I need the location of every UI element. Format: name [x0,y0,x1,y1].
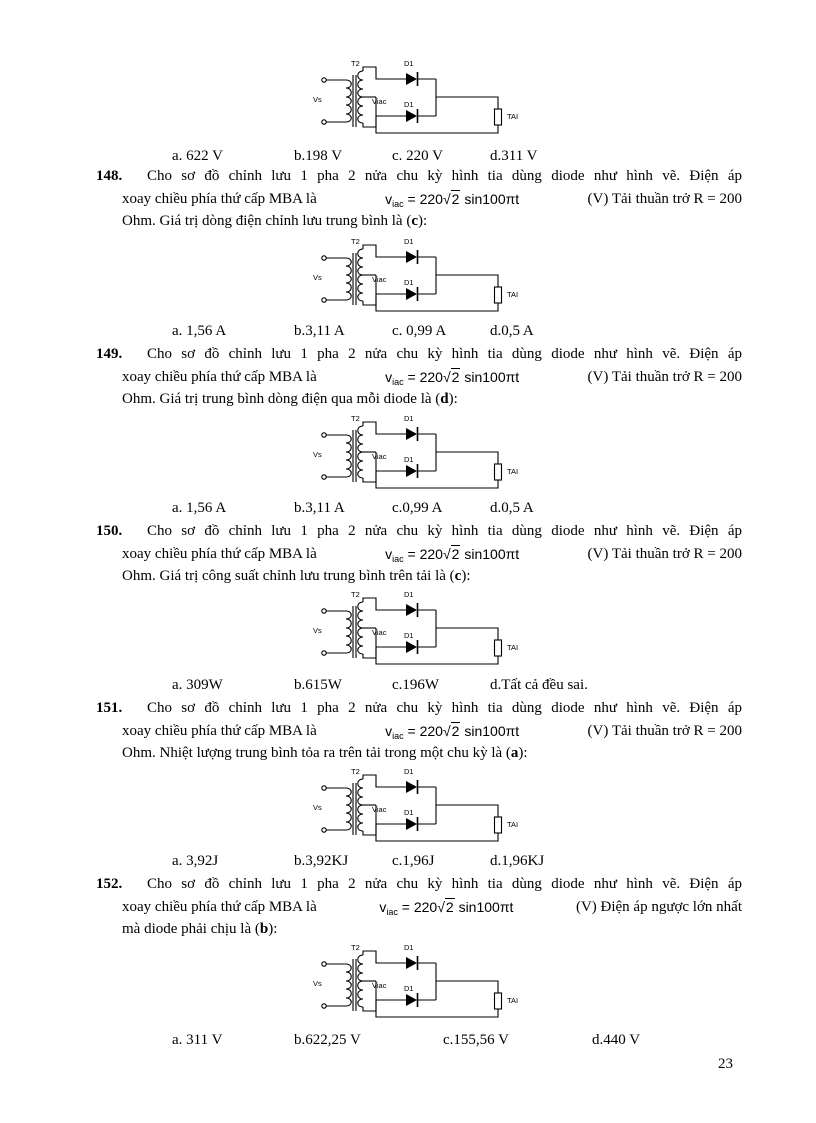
question-text: xoay chiều phía thứ cấp MBA là [122,368,317,385]
diode-bottom-label: D1 [404,278,414,287]
secondary-label: Viac [372,981,387,990]
rectifier-circuit-diagram [300,55,540,147]
question-line-3 [96,918,742,941]
transformer-label: T2 [351,943,360,952]
question-text: Ohm. Nhiệt lượng trung bình tỏa ra trên tải trong một chu kỳ là ( [122,745,511,761]
diode-top-label: D1 [404,943,414,952]
source-label: Vs [313,95,322,104]
secondary-label: Viac [372,805,387,814]
question-text: Cho sơ đồ chỉnh lưu 1 pha 2 nửa chu kỳ hình tia dùng diode như hình vẽ. Điện áp [147,168,742,184]
answer-option: d.440 V [592,1032,641,1048]
question-text: (V) Tải thuần trở R = 200 [587,545,742,562]
answer-option: a. 1,56 A [172,323,227,339]
question-line-2 [96,896,742,919]
source-label: Vs [313,803,322,812]
correct-answer-letter: b [259,921,269,937]
question-text: Ohm. Giá trị dòng điện chỉnh lưu trung bình là ( [122,213,412,229]
answer-option: b.622,25 V [294,1032,361,1048]
source-label: Vs [313,979,322,988]
rectifier-circuit-diagram [300,763,540,855]
source-label: Vs [313,450,322,459]
rectifier-schematic-svg [300,763,540,855]
page-number: 23 [718,1056,733,1072]
answer-option: c. 0,99 A [392,323,447,339]
answer-option: c. 220 V [392,148,443,164]
answer-option: c.0,99 A [392,500,443,516]
rectifier-schematic-svg [300,233,540,325]
source-label: Vs [313,273,322,282]
question-text: ): [448,391,458,407]
question-line-1 [96,697,742,720]
question-text: Cho sơ đồ chỉnh lưu 1 pha 2 nửa chu kỳ hình tia dùng diode như hình vẽ. Điện áp [147,523,742,539]
load-label: TAI [507,996,519,1005]
rectifier-circuit-diagram [300,410,540,502]
question-block [96,520,742,588]
answer-option: a. 309W [172,677,223,693]
rectifier-circuit-diagram [300,939,540,1031]
rectifier-schematic-svg [300,55,540,147]
transformer-label: T2 [351,237,360,246]
transformer-label: T2 [351,767,360,776]
question-line-3 [96,388,742,411]
question-text: (V) Tải thuần trở R = 200 [587,368,742,385]
question-line-2 [96,543,742,566]
voltage-formula: $v_{iac} = 220√2$ sin100πt [385,722,520,741]
question-block [96,873,742,941]
question-text: xoay chiều phía thứ cấp MBA là [122,722,317,739]
answer-option: b.3,11 A [294,500,345,516]
rectifier-schematic-svg [300,939,540,1031]
load-label: TAI [507,820,519,829]
voltage-formula: $v_{iac} = 220√2$ sin100πt [379,898,514,917]
question-line-3 [96,210,742,233]
question-line-2 [96,366,742,389]
answer-option: c.155,56 V [443,1032,509,1048]
answer-option: b.3,11 A [294,323,345,339]
question-line-3 [96,742,742,765]
question-text: ): [418,213,428,229]
question-text: Cho sơ đồ chỉnh lưu 1 pha 2 nửa chu kỳ hình tia dùng diode như hình vẽ. Điện áp [147,700,742,716]
correct-answer-letter: a [510,745,519,761]
diode-bottom-label: D1 [404,808,414,817]
question-line-2 [96,188,742,211]
answer-option: d.1,96KJ [490,853,545,869]
answer-option: a. 311 V [172,1032,223,1048]
question-number: 148. [96,168,123,184]
question-text: (V) Tải thuần trở R = 200 [587,722,742,739]
question-line-2 [96,720,742,743]
answer-option: a. 3,92J [172,853,219,869]
question-number: 152. [96,876,123,892]
answer-option: d.Tất cả đều sai. [490,677,588,693]
question-number: 149. [96,346,123,362]
answer-option: b.3,92KJ [294,853,349,869]
secondary-label: Viac [372,452,387,461]
question-text: (V) Điện áp ngược lớn nhất [575,898,742,915]
question-line-1 [96,873,742,896]
question-text: Ohm. Giá trị công suất chỉnh lưu trung bình trên tải là ( [122,568,455,584]
voltage-formula: $v_{iac} = 220√2$ sin100πt [385,545,520,564]
answer-option: b.615W [294,677,342,693]
question-text: Cho sơ đồ chỉnh lưu 1 pha 2 nửa chu kỳ hình tia dùng diode như hình vẽ. Điện áp [147,876,742,892]
question-text: xoay chiều phía thứ cấp MBA là [122,190,317,207]
question-text: Ohm. Giá trị trung bình dòng điện qua mỗi diode là ( [122,391,441,407]
answer-option: c.1,96J [392,853,435,869]
load-label: TAI [507,467,519,476]
secondary-label: Viac [372,628,387,637]
diode-bottom-label: D1 [404,455,414,464]
correct-answer-letter: d [440,391,449,407]
answer-option: a. 622 V [172,148,223,164]
answer-option: c.196W [392,677,440,693]
load-label: TAI [507,290,519,299]
answer-option: d.0,5 A [490,500,534,516]
diode-top-label: D1 [404,59,414,68]
load-label: TAI [507,643,519,652]
transformer-label: T2 [351,590,360,599]
diode-bottom-label: D1 [404,100,414,109]
question-text: xoay chiều phía thứ cấp MBA là [122,545,317,562]
rectifier-schematic-svg [300,410,540,502]
answer-option: b.198 V [294,148,343,164]
answer-option: a. 1,56 A [172,500,227,516]
question-line-1 [96,343,742,366]
source-label: Vs [313,626,322,635]
rectifier-schematic-svg [300,586,540,678]
secondary-label: Viac [372,275,387,284]
load-label: TAI [507,112,519,121]
question-text: ): [518,745,528,761]
question-text: ): [461,568,471,584]
diode-top-label: D1 [404,414,414,423]
correct-answer-letter: c [454,568,462,584]
answer-option: d.311 V [490,148,538,164]
diode-bottom-label: D1 [404,631,414,640]
transformer-label: T2 [351,414,360,423]
question-line-1 [96,520,742,543]
diode-top-label: D1 [404,237,414,246]
question-block [96,343,742,411]
answer-option: d.0,5 A [490,323,534,339]
question-text: Cho sơ đồ chỉnh lưu 1 pha 2 nửa chu kỳ hình tia dùng diode như hình vẽ. Điện áp [147,346,742,362]
question-line-1 [96,165,742,188]
rectifier-circuit-diagram [300,233,540,325]
transformer-label: T2 [351,59,360,68]
question-block [96,165,742,233]
question-number: 151. [96,700,123,716]
question-text: mà diode phải chịu là ( [122,921,260,937]
voltage-formula: $v_{iac} = 220√2$ sin100πt [385,368,520,387]
question-text: (V) Tải thuần trở R = 200 [587,190,742,207]
diode-bottom-label: D1 [404,984,414,993]
question-line-3 [96,565,742,588]
voltage-formula: $v_{iac} = 220√2$ sin100πt [385,190,520,209]
diode-top-label: D1 [404,590,414,599]
question-text: xoay chiều phía thứ cấp MBA là [122,898,317,915]
question-block [96,697,742,765]
question-number: 150. [96,523,123,539]
secondary-label: Viac [372,97,387,106]
question-text: ): [268,921,278,937]
rectifier-circuit-diagram [300,586,540,678]
correct-answer-letter: c [411,213,419,229]
diode-top-label: D1 [404,767,414,776]
